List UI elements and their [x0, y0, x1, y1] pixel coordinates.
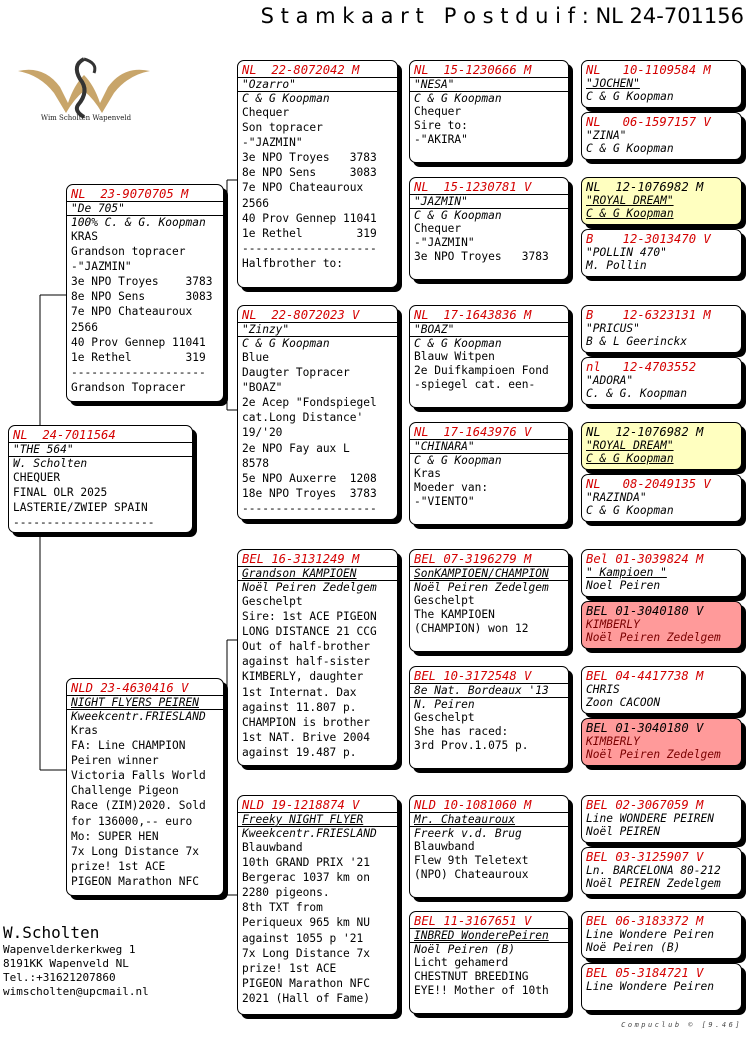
pigeon-name: "Zinzy"	[238, 322, 397, 336]
ring-number: BEL 10-3172548 V	[414, 669, 532, 683]
pigeon-name: CHRIS	[586, 683, 620, 696]
ring-number: NL 22-8072042 M	[242, 63, 360, 77]
owner: Noël Peiren Zedelgem	[586, 748, 721, 761]
pigeon-name: "POLLIN 470"	[586, 246, 667, 259]
info-line: The KAMPIOEN	[414, 608, 495, 621]
pigeon-card-g4-4[interactable]	[409, 422, 569, 525]
info-line: PIGEON Marathon NFC	[71, 874, 199, 888]
info-line: Chequer	[414, 105, 462, 118]
breeder-phone: Tel.:+31621207860	[3, 971, 116, 984]
info-line: Periqueux 965 km NU	[242, 916, 370, 930]
pigeon-card-g4-3[interactable]	[409, 305, 569, 408]
owner: C & G Koopman	[586, 90, 674, 103]
owner: Kweekcentr.FRIESLAND	[67, 709, 223, 723]
owner: M. Pollin	[586, 259, 647, 272]
ring-number: NL 15-1230666 M	[414, 63, 532, 77]
info-line: 3e NPO Troyes 3783	[71, 275, 213, 289]
ring-number: NL 06-1597157 V	[586, 115, 711, 129]
pigeon-name: Mr. Chateauroux	[410, 812, 568, 826]
info-line: -"VIENTO"	[414, 495, 475, 508]
info-line: ---------------------	[13, 516, 155, 530]
software-credit: Compuclub © [9.46]	[621, 1021, 742, 1029]
pigeon-card-g5-8[interactable]	[581, 474, 742, 522]
ring-number: NL 08-2049135 V	[586, 477, 711, 491]
info-line: 7x Long Distance 7x	[71, 844, 199, 858]
info-line: Kras	[414, 467, 441, 480]
owner: Noël Peiren Zedelgem	[410, 580, 568, 594]
ring-number: NL 22-8072023 V	[242, 308, 360, 322]
info-line: against 19.487 p.	[242, 745, 357, 759]
info-line: 2280 pigeons.	[242, 886, 330, 900]
pigeon-name: "ADORA"	[586, 374, 634, 387]
info-line: Grandson Topracer	[71, 380, 186, 394]
info-line: CHAMPION is brother	[242, 715, 370, 729]
pigeon-card-g5-7[interactable]	[581, 422, 742, 470]
ring-number: NLD 19-1218874 V	[242, 798, 360, 812]
info-line: Chequer	[414, 222, 462, 235]
info-line: FA: Line CHAMPION	[71, 739, 186, 753]
info-line: FINAL OLR 2025	[13, 486, 108, 500]
info-line: Geschelpt	[414, 711, 475, 724]
info-line: 8e NPO Sens 3083	[71, 290, 213, 304]
pigeon-name: INBRED WonderePeiren	[410, 928, 568, 942]
info-line: Victoria Falls World	[71, 769, 206, 783]
info-line: 2e NPO Fay aux L	[242, 441, 350, 455]
pigeon-card-g4-7[interactable]	[409, 795, 569, 898]
owner: Freerk v.d. Brug	[410, 826, 568, 840]
ring-number: NL 15-1230781 V	[414, 180, 532, 194]
owner: N. Peiren	[410, 697, 568, 711]
info-line: Chequer	[242, 106, 290, 119]
pigeon-name: "ROYAL DREAM"	[586, 439, 674, 452]
pigeon-name: "PRICUS"	[586, 322, 640, 335]
info-line: Blauwband	[242, 841, 303, 854]
info-line: -"JAZMIN"	[242, 136, 303, 150]
info-line: 18e NPO Troyes 3783	[242, 486, 377, 500]
pigeon-name: Ln. BARCELONA 80-212	[586, 864, 721, 877]
info-line: Out of half-brother	[242, 640, 370, 654]
pigeon-card-sire[interactable]	[66, 184, 224, 402]
owner: C & G Koopman	[238, 336, 397, 350]
pigeon-card-g5-11[interactable]	[581, 666, 742, 714]
pigeon-card-ds[interactable]	[237, 549, 398, 766]
info-line: (CHAMPION) won 12	[414, 622, 529, 635]
info-line: 40 Prov Gennep 11041	[71, 335, 206, 349]
info-line: 19/'20	[242, 426, 283, 440]
info-line: --------------------	[71, 365, 206, 379]
info-line: prize! 1st ACE	[242, 961, 337, 975]
info-line: 2566	[71, 320, 98, 334]
info-line: Flew 9th Teletext	[414, 854, 529, 867]
pigeon-name: "RAZINDA"	[586, 491, 647, 504]
info-line: "BOAZ"	[242, 381, 283, 395]
info-line: Kras	[71, 724, 98, 737]
ring-number: BEL 02-3067059 M	[586, 798, 704, 812]
logo-caption: Wim Scholten Wapenveld	[40, 114, 132, 122]
info-line: --------------------	[242, 241, 377, 255]
ring-number: NL 12-1076982 M	[586, 180, 704, 194]
owner: Noël Peiren (B)	[410, 942, 568, 956]
info-line: Challenge Pigeon	[71, 784, 179, 798]
info-line: Son topracer	[242, 121, 323, 135]
ring-number: BEL 01-3040180 V	[586, 721, 704, 735]
owner: Noë Peiren (B)	[586, 941, 681, 954]
pigeon-card-g4-6[interactable]	[409, 666, 569, 769]
owner: Noël PEIREN Zedelgem	[586, 877, 721, 890]
owner: C & G Koopman	[238, 91, 397, 105]
owner: C & G Koopman	[410, 336, 568, 350]
pigeon-card-g4-5[interactable]	[409, 549, 569, 652]
info-line: 3e NPO Troyes 3783	[242, 151, 377, 165]
info-line: against half-sister	[242, 655, 370, 669]
info-line: Geschelpt	[242, 595, 303, 608]
info-line: prize! 1st ACE	[71, 859, 166, 873]
pigeon-name: 8e Nat. Bordeaux '13	[410, 683, 568, 697]
info-line: 1e Rethel 319	[242, 226, 377, 240]
pigeon-name: Freeky NIGHT FLYER	[238, 812, 397, 826]
info-line: 10th GRAND PRIX '21	[242, 856, 370, 870]
owner: C & G Koopman	[410, 91, 568, 105]
owner: C & G Koopman	[410, 453, 568, 467]
pigeon-card-g5-13[interactable]	[581, 795, 742, 843]
pigeon-card-g5-2[interactable]	[581, 112, 742, 160]
info-line: against 11.807 p.	[242, 700, 357, 714]
info-line: KRAS	[71, 230, 98, 243]
pigeon-name: Line WONDERE PEIREN	[586, 812, 714, 825]
info-line: 8th TXT from	[242, 901, 323, 915]
pigeon-name: "Ozarro"	[238, 77, 397, 91]
owner: W. Scholten	[9, 456, 192, 470]
pigeon-card-dam[interactable]	[66, 678, 224, 896]
pigeon-name: "JAZMIN"	[410, 194, 568, 208]
ring-number: BEL 06-3183372 M	[586, 914, 704, 928]
info-line: CHEQUER	[13, 471, 61, 484]
owner: Zoon CACOON	[586, 696, 661, 709]
info-line: Moeder van:	[414, 481, 489, 494]
pigeon-card-g5-9[interactable]	[581, 549, 742, 597]
pigeon-name: Grandson KAMPIOEN	[238, 566, 397, 580]
pigeon-card-g5-15[interactable]	[581, 911, 742, 959]
info-line: Daugter Topracer	[242, 366, 350, 380]
ring-number: Bel 01-3039824 M	[586, 552, 704, 566]
pigeon-card-g5-1[interactable]	[581, 60, 742, 108]
info-line: 7e NPO Chateauroux	[71, 305, 193, 319]
owner: C & G Koopman	[586, 452, 674, 465]
pigeon-card-g5-6[interactable]	[581, 357, 742, 405]
breeder-city: 8191KK Wapenveld NL	[3, 957, 129, 970]
page-title: S t a m k a a r t P o s t d u i f : NL 24-701156	[260, 4, 744, 28]
pigeon-card-subject[interactable]	[8, 425, 193, 533]
pigeon-card-g4-1[interactable]	[409, 60, 569, 163]
ring-number: B 12-6323131 M	[586, 308, 711, 322]
ring-number: NL 23-9070705 M	[71, 187, 189, 201]
pigeon-card-g5-4[interactable]	[581, 229, 742, 277]
ring-number: nl 12-4703552	[586, 360, 697, 374]
pigeon-name: Line Wondere Peiren	[586, 980, 714, 993]
breeder-address: Wapenvelderkerkweg 1	[3, 943, 136, 956]
pigeon-name: SonKAMPIOEN/CHAMPION	[410, 566, 568, 580]
owner: Noël Peiren Zedelgem	[586, 631, 721, 644]
info-line: 1st NAT. Brive 2004	[242, 730, 370, 744]
info-line: --------------------	[242, 501, 377, 515]
pigeon-card-g5-10[interactable]	[581, 601, 742, 649]
breeder-name: W.Scholten	[3, 923, 100, 942]
info-line: against 1055 p '21	[242, 931, 364, 945]
pigeon-name: " Kampioen "	[586, 566, 667, 579]
ring-number: NL 10-1109584 M	[586, 63, 711, 77]
info-line: Mo: SUPER HEN	[71, 829, 159, 843]
info-line: 1e Rethel 319	[71, 350, 206, 364]
owner: Noël PEIREN	[586, 825, 661, 838]
ring-number: B 12-3013470 V	[586, 232, 711, 246]
ring-number: NLD 23-4630416 V	[71, 681, 189, 695]
info-line: 5e NPO Auxerre 1208	[242, 471, 377, 485]
ring-number: NLD 10-1081060 M	[414, 798, 532, 812]
pigeon-card-g4-2[interactable]	[409, 177, 569, 280]
info-line: Blauw Witpen	[414, 350, 495, 363]
ring-number: BEL 04-4417738 M	[586, 669, 704, 683]
info-line: (NPO) Chateauroux	[414, 868, 529, 881]
info-line: 3rd Prov.1.075 p.	[414, 739, 529, 752]
pigeon-card-g5-3[interactable]	[581, 177, 742, 225]
pigeon-card-g5-12[interactable]	[581, 718, 742, 766]
pigeon-card-dd[interactable]	[237, 795, 398, 1015]
pigeon-name: NIGHT FLYERS PEIREN	[67, 695, 223, 709]
owner: C & G Koopman	[410, 208, 568, 222]
info-line: 1st Internat. Dax	[242, 685, 357, 699]
info-line: CHESTNUT BREEDING	[414, 970, 529, 983]
pigeon-card-sd[interactable]	[237, 305, 398, 520]
info-line: Peiren winner	[71, 754, 159, 768]
owner: 100% C. & G. Koopman	[67, 215, 223, 229]
pigeon-name: Line Wondere Peiren	[586, 928, 714, 941]
pigeon-card-g5-5[interactable]	[581, 305, 742, 353]
ring-number: NL 12-1076982 M	[586, 425, 704, 439]
pigeon-name: "ZINA"	[586, 129, 627, 142]
info-line: Halfbrother to:	[242, 256, 344, 270]
info-line: Sire to:	[414, 119, 468, 132]
info-line: 8578	[242, 456, 269, 470]
info-line: Sire: 1st ACE PIGEON	[242, 610, 377, 624]
owner: Noel Peiren	[586, 579, 661, 592]
info-line: She has raced:	[414, 725, 509, 738]
ring-number: NL 17-1643976 V	[414, 425, 532, 439]
owner: B & L Geerinckx	[586, 335, 688, 348]
info-line: 2e Acep "Fondspiegel	[242, 396, 377, 410]
info-line: EYE!! Mother of 10th	[414, 984, 549, 997]
info-line: Geschelpt	[414, 594, 475, 607]
info-line: Bergerac 1037 km on	[242, 871, 370, 885]
ring-number: BEL 05-3184721 V	[586, 966, 704, 980]
breeder-email: wimscholten@upcmail.nl	[3, 985, 149, 998]
owner: C & G Koopman	[586, 504, 674, 517]
info-line: 40 Prov Gennep 11041	[242, 211, 377, 225]
owner: C. & G. Koopman	[586, 387, 688, 400]
info-line: Race (ZIM)2020. Sold	[71, 799, 206, 813]
ring-number: BEL 01-3040180 V	[586, 604, 704, 618]
info-line: 2566	[242, 196, 269, 210]
info-line: Blue	[242, 351, 269, 364]
info-line: 7e NPO Chateauroux	[242, 181, 364, 195]
pigeon-name: "BOAZ"	[410, 322, 568, 336]
owner: Kweekcentr.FRIESLAND	[238, 826, 397, 840]
pigeon-name: "De 705"	[67, 201, 223, 215]
ring-number: NL 24-7011564	[13, 428, 116, 442]
owner: C & G Koopman	[586, 142, 674, 155]
info-line: -spiegel cat. een-	[414, 378, 536, 391]
info-line: Blauwband	[414, 840, 475, 853]
info-line: -"JAZMIN"	[414, 236, 475, 249]
info-line: 3e NPO Troyes 3783	[414, 250, 549, 263]
pigeon-card-g4-8[interactable]	[409, 911, 569, 1014]
info-line: Licht gehamerd	[414, 956, 509, 969]
owner: C & G Koopman	[586, 207, 674, 220]
breeder-info	[3, 923, 149, 999]
info-line: KIMBERLY, daughter	[242, 670, 364, 684]
info-line: 8e NPO Sens 3083	[242, 166, 377, 180]
pigeon-card-ss[interactable]	[237, 60, 398, 288]
pigeon-name: "ROYAL DREAM"	[586, 194, 674, 207]
info-line: -"JAZMIN"	[71, 260, 132, 274]
info-line: LASTERIE/ZWIEP SPAIN	[13, 501, 148, 515]
info-line: 2e Duifkampioen Fond	[414, 364, 549, 377]
pigeon-card-g5-14[interactable]	[581, 847, 742, 895]
pigeon-card-g5-16[interactable]	[581, 963, 742, 1011]
info-line: LONG DISTANCE 21 CCG	[242, 625, 377, 639]
ring-number: BEL 11-3167651 V	[414, 914, 532, 928]
info-line: for 136000,-- euro	[71, 814, 193, 828]
info-line: cat.Long Distance'	[242, 411, 364, 425]
info-line: 2021 (Hall of Fame)	[242, 991, 370, 1005]
pigeon-name: "THE 564"	[9, 442, 192, 456]
pigeon-name: "NESA"	[410, 77, 568, 91]
ring-number: NL 17-1643836 M	[414, 308, 532, 322]
info-line: PIGEON Marathon NFC	[242, 976, 370, 990]
info-line: Grandson topracer	[71, 245, 186, 259]
ring-number: BEL 03-3125907 V	[586, 850, 704, 864]
info-line: -"AKIRA"	[414, 133, 468, 146]
pigeon-name: "CHINARA"	[410, 439, 568, 453]
pigeon-name: "JOCHEN"	[586, 77, 640, 90]
pigeon-name: KIMBERLY	[586, 618, 640, 631]
pigeon-name: KIMBERLY	[586, 735, 640, 748]
ring-number: BEL 07-3196279 M	[414, 552, 532, 566]
owner: Noël Peiren Zedelgem	[238, 580, 397, 594]
ring-number: BEL 16-3131249 M	[242, 552, 360, 566]
info-line: 7x Long Distance 7x	[242, 946, 370, 960]
